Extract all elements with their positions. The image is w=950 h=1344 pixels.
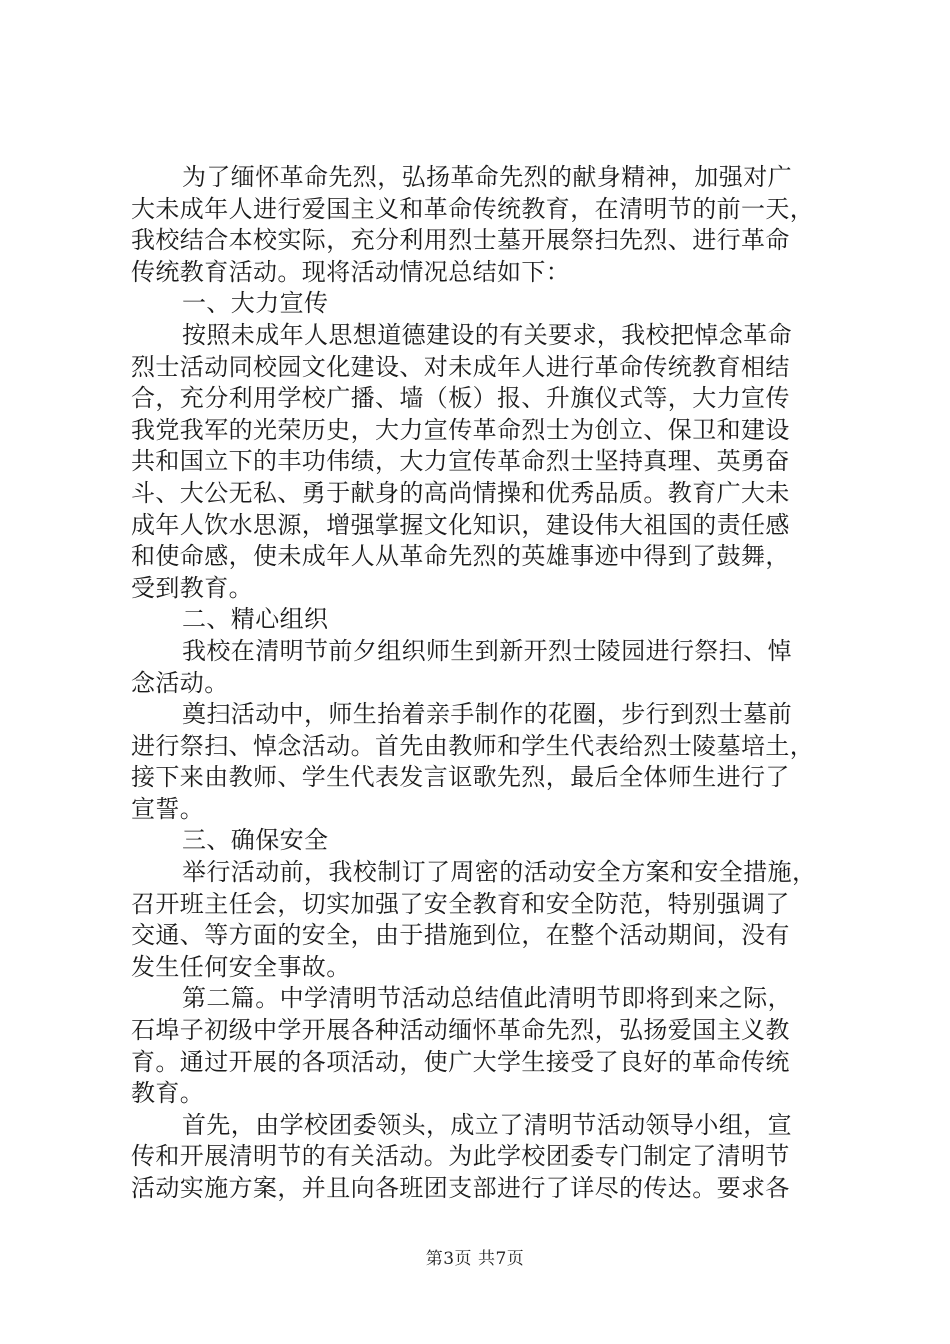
text-line: 成年人饮水思源，增强掌握文化知识，建设伟大祖国的责任感 (131, 510, 790, 539)
text-line: 举行活动前，我校制订了周密的活动安全方案和安全措施， (182, 858, 817, 887)
text-line: 接下来由教师、学生代表发言讴歌先烈，最后全体师生进行了 (131, 763, 790, 792)
text-line: 交通、等方面的安全，由于措施到位，在整个活动期间，没有 (131, 921, 790, 950)
text-line: 按照未成年人思想道德建设的有关要求，我校把悼念革命 (182, 320, 792, 349)
text-line: 我党我军的光荣历史，大力宣传革命烈士为创立、保卫和建设 (131, 415, 790, 444)
text-line: 活动实施方案，并且向各班团支部进行了详尽的传达。要求各 (131, 1174, 790, 1202)
text-line: 斗、大公无私、勇于献身的高尚情操和优秀品质。教育广大未 (131, 478, 790, 507)
text-line: 烈士活动同校园文化建设、对未成年人进行革命传统教育相结 (131, 352, 790, 381)
text-line: 发生任何安全事故。 (131, 952, 351, 981)
text-line: 传统教育活动。现将活动情况总结如下： (131, 257, 571, 286)
text-line: 石埠子初级中学开展各种活动缅怀革命先烈，弘扬爱国主义教 (131, 1016, 790, 1045)
text-line: 合，充分利用学校广播、墙（板）报、升旗仪式等，大力宣传 (131, 384, 790, 413)
text-line: 首先，由学校团委领头，成立了清明节活动领导小组，宣 (182, 1110, 792, 1139)
document-body (131, 162, 831, 1205)
text-line: 共和国立下的丰功伟绩，大力宣传革命烈士坚持真理、英勇奋 (131, 447, 790, 476)
text-line: 教育。 (131, 1079, 205, 1108)
text-line: 念活动。 (131, 668, 229, 697)
text-line: 受到教育。 (131, 573, 253, 602)
text-line: 宣誓。 (131, 794, 205, 823)
text-line: 为了缅怀革命先烈，弘扬革命先烈的献身精神，加强对广 (182, 163, 792, 191)
text-line: 进行祭扫、悼念活动。首先由教师和学生代表给烈士陵墓培土， (131, 731, 815, 760)
page-footer: 第3页 共7页 (425, 1249, 525, 1269)
text-line: 和使命感，使未成年人从革命先烈的英雄事迹中得到了鼓舞， (131, 542, 790, 571)
text-line: 第二篇。中学清明节活动总结值此清明节即将到来之际， (182, 984, 792, 1013)
text-line: 育。通过开展的各项活动，使广大学生接受了良好的革命传统 (131, 1047, 790, 1076)
text-line: 一、大力宣传 (182, 289, 329, 318)
text-line: 召开班主任会，切实加强了安全教育和安全防范，特别强调了 (131, 889, 790, 918)
text-line: 奠扫活动中，师生抬着亲手制作的花圈，步行到烈士墓前 (182, 700, 792, 729)
text-line: 二、精心组织 (182, 605, 329, 634)
text-line: 我校在清明节前夕组织师生到新开烈士陵园进行祭扫、悼 (182, 636, 792, 665)
text-line: 三、确保安全 (182, 826, 329, 855)
text-line: 大未成年人进行爱国主义和革命传统教育，在清明节的前一天， (131, 194, 815, 223)
text-line: 传和开展清明节的有关活动。为此学校团委专门制定了清明节 (131, 1142, 790, 1171)
text-line: 我校结合本校实际，充分利用烈士墓开展祭扫先烈、进行革命 (131, 226, 790, 255)
